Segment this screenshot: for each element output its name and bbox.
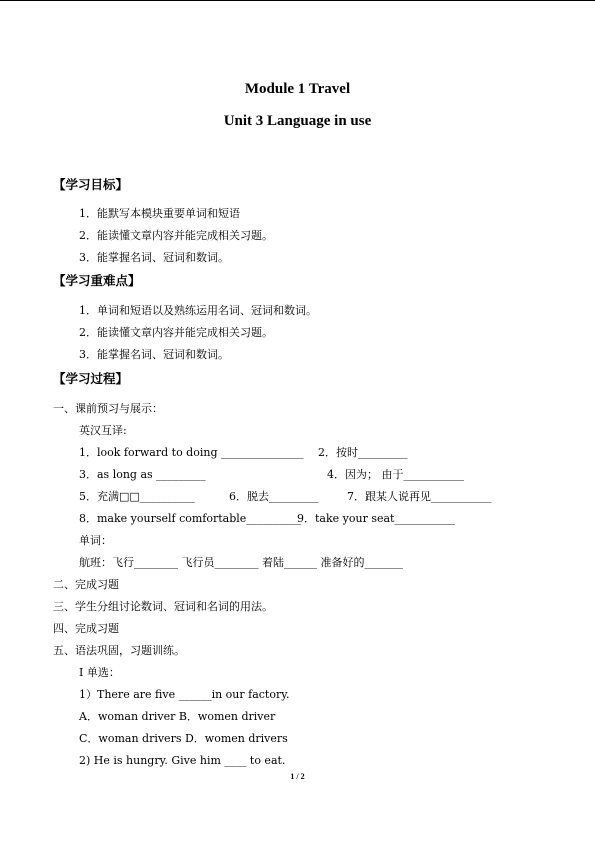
page-number: 1 / 2 [290, 772, 305, 781]
translate-item: 3．as long as _________ [79, 468, 206, 481]
translate-item: 6．脱去_________ [229, 490, 319, 503]
goals-heading: 【学习目标】 [53, 177, 129, 192]
single-choice-label: I 单选： [79, 666, 120, 679]
part-2-heading: 二、完成习题 [53, 578, 119, 591]
words-label: 单词： [79, 534, 112, 547]
key-point-item: 1．单词和短语以及熟练运用名词、冠词和数词。 [79, 304, 317, 317]
translate-item: 1．look forward to doing _______________ [79, 446, 304, 459]
translate-item: 7．跟某人说再见___________ [347, 490, 492, 503]
question-1: 1）There are five ______in our factory. [79, 688, 290, 701]
page-subtitle: Unit 3 Language in use [223, 113, 372, 129]
translate-item: 8．make yourself comfortable__________ [79, 512, 302, 525]
process-heading: 【学习过程】 [53, 371, 129, 386]
part-3-heading: 三、学生分组讨论数词、冠词和名词的用法。 [53, 600, 273, 613]
key-point-item: 3．能掌握名词、冠词和数词。 [79, 348, 229, 361]
question-1-options-ab: A．woman driver B．women driver [79, 710, 276, 723]
goal-item: 1．能默写本模块重要单词和短语 [79, 207, 240, 220]
part-1-heading: 一、课前预习与展示： [53, 402, 163, 415]
question-2: 2) He is hungry. Give him ____ to eat. [79, 754, 286, 767]
question-1-options-cd: C．woman drivers D．women drivers [79, 732, 288, 745]
translate-item: 5．充满□□__________ [79, 490, 195, 503]
translate-item: 2．按时_________ [318, 446, 408, 459]
page-title: Module 1 Travel [244, 81, 351, 97]
part-4-heading: 四、完成习题 [53, 622, 119, 635]
goal-item: 2．能读懂文章内容并能完成相关习题。 [79, 229, 273, 242]
translate-item: 9．take your seat___________ [297, 512, 455, 525]
top-rule [0, 0, 595, 1]
key-points-heading: 【学习重难点】 [53, 273, 141, 288]
translate-item: 4．因为； 由于___________ [327, 468, 464, 481]
key-point-item: 2．能读懂文章内容并能完成相关习题。 [79, 326, 273, 339]
goal-item: 3．能掌握名词、冠词和数词。 [79, 251, 229, 264]
words-line: 航班：飞行________ 飞行员________ 着陆______ 准备好的_______ [79, 556, 403, 569]
part-5-heading: 五、语法巩固，习题训练。 [53, 644, 185, 657]
translate-label: 英汉互译: [79, 424, 127, 437]
